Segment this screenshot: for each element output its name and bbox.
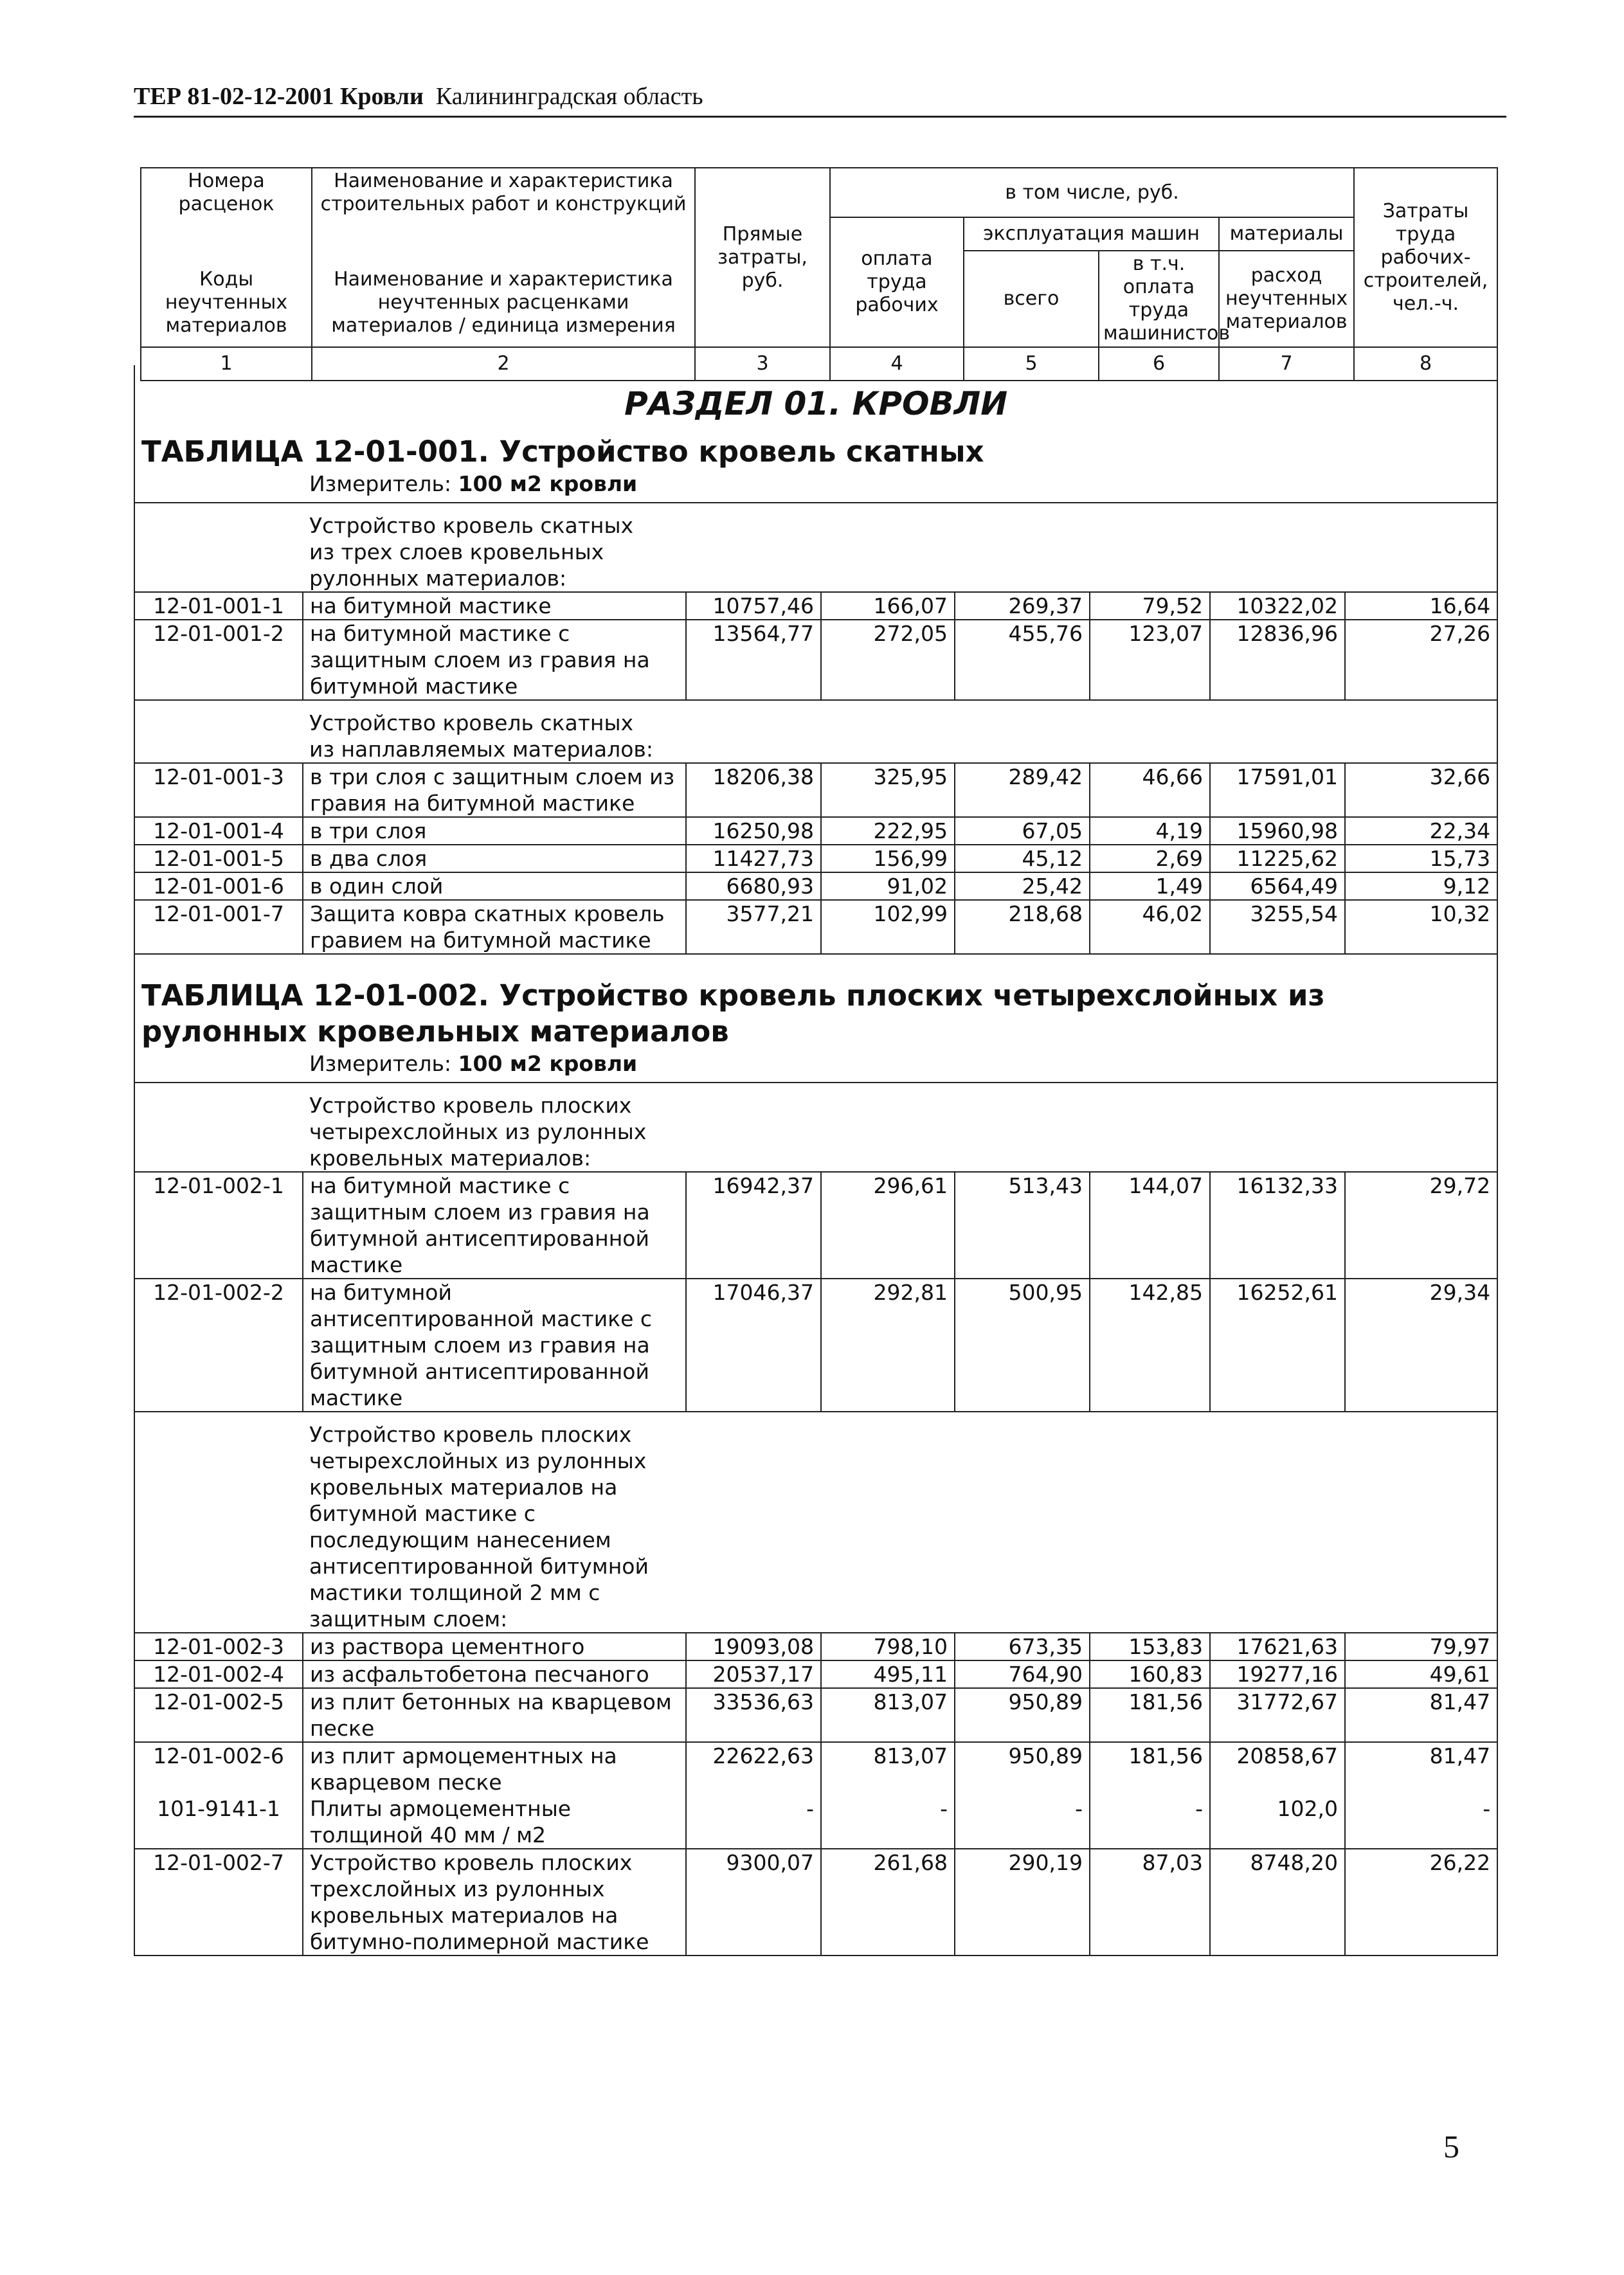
column-header-table: [140, 167, 1498, 381]
machinist-pay: 46,66: [1090, 763, 1210, 817]
labor-hours: 29,72: [1345, 1172, 1497, 1279]
work-name: на битумной антисептированной мастике с защитным слоем из гравия на битумной антисептированной мастике: [303, 1279, 686, 1412]
rate-code: 12-01-002-1: [134, 1172, 303, 1279]
table-row: [134, 592, 1497, 620]
materials-cost: 8748,20: [1210, 1849, 1345, 1956]
doc-code: ТЕР 81-02-12-2001 Кровли: [134, 83, 424, 110]
rate-code: 12-01-001-2: [134, 620, 303, 700]
col-including: в том числе, руб.: [830, 168, 1354, 217]
col-materials-uncounted: расход неучтенных материалов: [1219, 251, 1354, 347]
labor-pay: 325,95: [821, 763, 955, 817]
machinist-pay: 4,19: [1090, 817, 1210, 845]
labor-pay: 813,07: [821, 1742, 955, 1795]
direct-cost: 10757,46: [686, 592, 821, 620]
measure-row: [134, 1050, 1497, 1083]
group-spacer: [134, 1412, 303, 1633]
direct-cost: 13564,77: [686, 620, 821, 700]
table-row: [134, 1172, 1497, 1279]
machinist-pay: 87,03: [1090, 1849, 1210, 1956]
machinist-pay: 79,52: [1090, 592, 1210, 620]
rate-code: 12-01-002-7: [134, 1849, 303, 1956]
materials-cost: 11225,62: [1210, 845, 1345, 872]
work-name: из раствора цементного: [303, 1633, 686, 1660]
group-description: Устройство кровель плоских четырехслойных из рулонных кровельных материалов:: [303, 1083, 1497, 1172]
col-name-top: Наименование и характеристика строительных работ и конструкций: [312, 168, 695, 217]
labor-pay: -: [821, 1795, 955, 1849]
machinist-pay: 153,83: [1090, 1633, 1210, 1660]
direct-cost: 33536,63: [686, 1688, 821, 1742]
materials-cost: 3255,54: [1210, 900, 1345, 954]
table-row: [134, 1633, 1497, 1660]
col-machinists: в т.ч. оплата труда машинистов: [1099, 251, 1219, 347]
measure-spacer: [134, 1050, 303, 1083]
rate-code: 12-01-002-6: [134, 1742, 303, 1795]
materials-cost: 6564,49: [1210, 872, 1345, 900]
measure-value: 100 м2 кровли: [458, 471, 638, 496]
materials-cost: 19277,16: [1210, 1660, 1345, 1688]
materials-cost: 10322,02: [1210, 592, 1345, 620]
rate-code: 12-01-001-1: [134, 592, 303, 620]
table-title: ТАБЛИЦА 12-01-001. Устройство кровель скатных: [141, 435, 984, 469]
machinist-pay: 2,69: [1090, 845, 1210, 872]
table-title-row: [134, 427, 1497, 470]
work-name: в три слоя: [303, 817, 686, 845]
group-header-row: [134, 700, 1497, 763]
table-row: [134, 872, 1497, 900]
direct-cost: 20537,17: [686, 1660, 821, 1688]
machinist-pay: -: [1090, 1795, 1210, 1849]
labor-pay: 495,11: [821, 1660, 955, 1688]
measure-unit: [303, 1050, 1497, 1083]
table-row: [134, 620, 1497, 700]
col-direct: Прямые затраты, руб.: [695, 168, 830, 347]
labor-pay: 166,07: [821, 592, 955, 620]
col-num-bottom: Коды неучтенных материалов: [141, 260, 312, 347]
labor-hours: 9,12: [1345, 872, 1497, 900]
column-number-cell: 2: [312, 347, 695, 381]
column-number-cell: 5: [964, 347, 1099, 381]
machinist-pay: 181,56: [1090, 1688, 1210, 1742]
col-materials: материалы: [1219, 217, 1354, 251]
table-row: [134, 845, 1497, 872]
labor-hours: 81,47: [1345, 1742, 1497, 1795]
labor-hours: 49,61: [1345, 1660, 1497, 1688]
materials-cost: 20858,67: [1210, 1742, 1345, 1795]
table-row: [134, 1688, 1497, 1742]
labor-hours: 27,26: [1345, 620, 1497, 700]
direct-cost: 16250,98: [686, 817, 821, 845]
table-row: [134, 1742, 1497, 1795]
labor-pay: 156,99: [821, 845, 955, 872]
column-number-cell: 1: [141, 347, 312, 381]
machines-total: 218,68: [955, 900, 1090, 954]
column-number-cell: 7: [1219, 347, 1354, 381]
rates-body-table: [134, 365, 1498, 1956]
rate-code: 101-9141-1: [134, 1795, 303, 1849]
page-number: 5: [1443, 2128, 1459, 2164]
direct-cost: 22622,63: [686, 1742, 821, 1795]
machines-total: 764,90: [955, 1660, 1090, 1688]
materials-cost: 102,0: [1210, 1795, 1345, 1849]
materials-cost: 12836,96: [1210, 620, 1345, 700]
machines-total: 67,05: [955, 817, 1090, 845]
measure-unit: [303, 470, 1497, 503]
group-header-row: [134, 1412, 1497, 1633]
table-row: [134, 817, 1497, 845]
direct-cost: 11427,73: [686, 845, 821, 872]
direct-cost: 16942,37: [686, 1172, 821, 1279]
direct-cost: 3577,21: [686, 900, 821, 954]
column-number-cell: 8: [1354, 347, 1497, 381]
work-name: на битумной мастике: [303, 592, 686, 620]
group-description: Устройство кровель скатных из наплавляемых материалов:: [303, 700, 1497, 763]
table-row: [134, 1795, 1497, 1849]
work-name: в один слой: [303, 872, 686, 900]
direct-cost: -: [686, 1795, 821, 1849]
labor-hours: 81,47: [1345, 1688, 1497, 1742]
work-name: из плит бетонных на кварцевом песке: [303, 1688, 686, 1742]
col-divider-mid: [312, 251, 695, 260]
measure-label: Измеритель:: [309, 1051, 452, 1076]
col-num-spacer: [141, 217, 312, 251]
labor-pay: 813,07: [821, 1688, 955, 1742]
machines-total: 513,43: [955, 1172, 1090, 1279]
column-number-cell: 4: [830, 347, 964, 381]
work-name: на битумной мастике с защитным слоем из гравия на битумной антисептированной мастике: [303, 1172, 686, 1279]
rate-code: 12-01-001-3: [134, 763, 303, 817]
group-spacer: [134, 503, 303, 592]
machines-total: 455,76: [955, 620, 1090, 700]
machines-total: 25,42: [955, 872, 1090, 900]
direct-cost: 18206,38: [686, 763, 821, 817]
direct-cost: 9300,07: [686, 1849, 821, 1956]
table-row: [134, 1279, 1497, 1412]
direct-cost: 17046,37: [686, 1279, 821, 1412]
machinist-pay: 181,56: [1090, 1742, 1210, 1795]
machinist-pay: 1,49: [1090, 872, 1210, 900]
labor-pay: 261,68: [821, 1849, 955, 1956]
work-name: Плиты армоцементные толщиной 40 мм / м2: [303, 1795, 686, 1849]
group-header-row: [134, 1083, 1497, 1172]
labor-hours: 10,32: [1345, 900, 1497, 954]
materials-cost: 16132,33: [1210, 1172, 1345, 1279]
section-title: РАЗДЕЛ 01. КРОВЛИ: [624, 385, 1008, 422]
group-description: Устройство кровель скатных из трех слоев кровельных рулонных материалов:: [303, 503, 1497, 592]
col-divider-left: [141, 251, 312, 260]
table-row: [134, 900, 1497, 954]
machinist-pay: 160,83: [1090, 1660, 1210, 1688]
machines-total: 950,89: [955, 1688, 1090, 1742]
doc-region: Калининградская область: [435, 83, 703, 110]
group-header-row: [134, 503, 1497, 592]
materials-cost: 16252,61: [1210, 1279, 1345, 1412]
rate-code: 12-01-001-7: [134, 900, 303, 954]
machinist-pay: 123,07: [1090, 620, 1210, 700]
machines-total: 500,95: [955, 1279, 1090, 1412]
col-name-bottom: Наименование и характеристика неучтенных расценками материалов / единица измерения: [312, 260, 695, 347]
measure-row: [134, 470, 1497, 503]
labor-hours: 29,34: [1345, 1279, 1497, 1412]
rate-code: 12-01-001-6: [134, 872, 303, 900]
table-title: ТАБЛИЦА 12-01-002. Устройство кровель плоских четырехслойных из рулонных кровельных материалов: [141, 978, 1325, 1048]
rate-code: 12-01-002-5: [134, 1688, 303, 1742]
work-name: в два слоя: [303, 845, 686, 872]
page-header: [134, 82, 703, 111]
labor-pay: 292,81: [821, 1279, 955, 1412]
rate-code: 12-01-002-3: [134, 1633, 303, 1660]
labor-hours: 16,64: [1345, 592, 1497, 620]
labor-pay: 296,61: [821, 1172, 955, 1279]
materials-cost: 17591,01: [1210, 763, 1345, 817]
labor-pay: 102,99: [821, 900, 955, 954]
column-number-cell: 3: [695, 347, 830, 381]
table-title-row: [134, 954, 1497, 1050]
materials-cost: 31772,67: [1210, 1688, 1345, 1742]
machines-total: 269,37: [955, 592, 1090, 620]
work-name: Устройство кровель плоских трехслойных из рулонных кровельных материалов на битумно-полимерной мастике: [303, 1849, 686, 1956]
measure-label: Измеритель:: [309, 471, 452, 496]
rate-code: 12-01-001-4: [134, 817, 303, 845]
column-number-cell: 6: [1099, 347, 1219, 381]
header-rule: [134, 116, 1506, 118]
labor-pay: 798,10: [821, 1633, 955, 1660]
labor-hours: -: [1345, 1795, 1497, 1849]
machines-total: 290,19: [955, 1849, 1090, 1956]
materials-cost: 17621,63: [1210, 1633, 1345, 1660]
table-row: [134, 763, 1497, 817]
work-name: в три слоя с защитным слоем из гравия на битумной мастике: [303, 763, 686, 817]
group-spacer: [134, 1083, 303, 1172]
col-name-spacer: [312, 217, 695, 251]
labor-hours: 15,73: [1345, 845, 1497, 872]
labor-pay: 91,02: [821, 872, 955, 900]
machines-total: 950,89: [955, 1742, 1090, 1795]
work-name: из асфальтобетона песчаного: [303, 1660, 686, 1688]
labor-hours: 79,97: [1345, 1633, 1497, 1660]
col-machines-total: всего: [964, 251, 1099, 347]
col-machines: эксплуатация машин: [964, 217, 1219, 251]
machines-total: 45,12: [955, 845, 1090, 872]
labor-pay: 272,05: [821, 620, 955, 700]
labor-hours: 32,66: [1345, 763, 1497, 817]
labor-pay: 222,95: [821, 817, 955, 845]
machinist-pay: 142,85: [1090, 1279, 1210, 1412]
labor-hours: 22,34: [1345, 817, 1497, 845]
machines-total: 673,35: [955, 1633, 1090, 1660]
work-name: на битумной мастике с защитным слоем из гравия на битумной мастике: [303, 620, 686, 700]
rate-code: 12-01-002-4: [134, 1660, 303, 1688]
col-num-top: Номера расценок: [141, 168, 312, 217]
rate-code: 12-01-002-2: [134, 1279, 303, 1412]
rate-code: 12-01-001-5: [134, 845, 303, 872]
table-row: [134, 1660, 1497, 1688]
group-spacer: [134, 700, 303, 763]
labor-hours: 26,22: [1345, 1849, 1497, 1956]
machines-total: 289,42: [955, 763, 1090, 817]
measure-spacer: [134, 470, 303, 503]
measure-value: 100 м2 кровли: [458, 1051, 638, 1076]
direct-cost: 6680,93: [686, 872, 821, 900]
work-name: из плит армоцементных на кварцевом песке: [303, 1742, 686, 1795]
table-row: [134, 1849, 1497, 1956]
col-labor-pay: оплата труда рабочих: [830, 217, 964, 347]
group-description: Устройство кровель плоских четырехслойных из рулонных кровельных материалов на битумной мастике с последующим нанесением антисептированной битумной мастики толщиной 2 мм с защитным слоем:: [303, 1412, 1497, 1633]
machinist-pay: 144,07: [1090, 1172, 1210, 1279]
col-labor-cost: Затраты труда рабочих-строителей, чел.-ч.: [1354, 168, 1497, 347]
section-title-row: [134, 365, 1497, 427]
direct-cost: 19093,08: [686, 1633, 821, 1660]
machines-total: -: [955, 1795, 1090, 1849]
work-name: Защита ковра скатных кровель гравием на битумной мастике: [303, 900, 686, 954]
machinist-pay: 46,02: [1090, 900, 1210, 954]
materials-cost: 15960,98: [1210, 817, 1345, 845]
